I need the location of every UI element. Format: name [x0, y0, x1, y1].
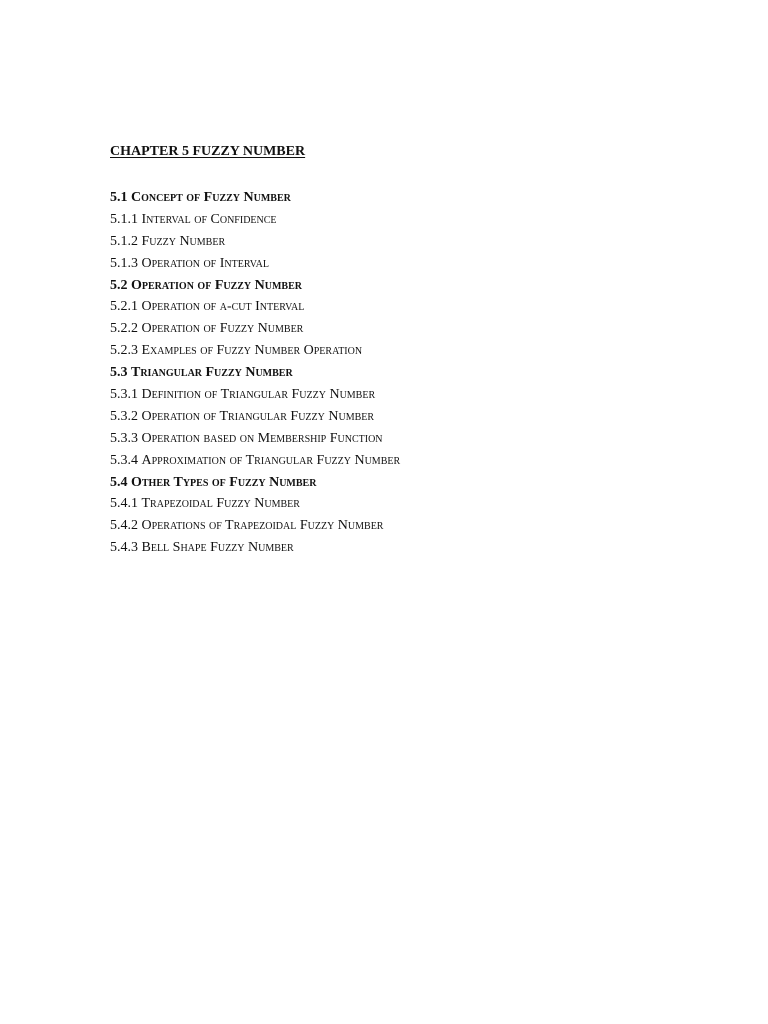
toc-number: 5.1.1 [110, 211, 138, 227]
toc-title: Operation of Fuzzy Number [141, 321, 304, 337]
toc-subsection-5-2-2 [110, 319, 400, 341]
toc-number: 5.1.3 [110, 255, 138, 271]
toc-number: 5.4.1 [110, 496, 138, 512]
toc-subsection-5-1-3 [110, 254, 400, 276]
toc-number: 5.3.1 [110, 387, 138, 403]
toc-number: 5.4 [110, 474, 128, 490]
toc-title: Triangular Fuzzy Number [131, 365, 293, 381]
toc-title: Trapezoidal Fuzzy Number [141, 496, 300, 512]
toc-subsection-5-4-3 [110, 538, 400, 560]
toc-section-5-4 [110, 473, 400, 495]
toc-title: Operation of α-cut Interval [141, 299, 305, 315]
toc-subsection-5-3-1 [110, 385, 400, 407]
toc-title: Operation of Fuzzy Number [131, 277, 302, 293]
toc-number: 5.2.3 [110, 343, 138, 359]
toc-title: Operation based on Membership Function [141, 430, 383, 446]
toc-section-5-2 [110, 276, 400, 298]
toc-number: 5.4.3 [110, 540, 138, 556]
toc-number: 5.2.2 [110, 321, 138, 337]
toc-title: Bell Shape Fuzzy Number [141, 540, 294, 556]
toc-title: Operations of Trapezoidal Fuzzy Number [141, 518, 384, 534]
toc-title: Definition of Triangular Fuzzy Number [141, 387, 376, 403]
toc-number: 5.3 [110, 365, 128, 381]
toc-subsection-5-3-4 [110, 451, 400, 473]
table-of-contents [110, 188, 400, 560]
toc-title: Operation of Triangular Fuzzy Number [141, 408, 375, 424]
toc-title: Other Types of Fuzzy Number [131, 474, 317, 490]
toc-section-5-1 [110, 188, 400, 210]
toc-section-5-3 [110, 363, 400, 385]
toc-subsection-5-2-1 [110, 297, 400, 319]
toc-subsection-5-3-2 [110, 407, 400, 429]
toc-title: Examples of Fuzzy Number Operation [141, 343, 363, 359]
toc-number: 5.2 [110, 277, 128, 293]
toc-number: 5.4.2 [110, 518, 138, 534]
toc-title: Fuzzy Number [141, 233, 226, 249]
toc-number: 5.3.4 [110, 452, 138, 468]
toc-subsection-5-3-3 [110, 429, 400, 451]
toc-title: Approximation of Triangular Fuzzy Number [141, 452, 401, 468]
toc-number: 5.3.2 [110, 408, 138, 424]
toc-title: Interval of Confidence [141, 211, 277, 227]
toc-title: Concept of Fuzzy Number [131, 190, 291, 205]
toc-subsection-5-2-3 [110, 341, 400, 363]
toc-number: 5.1 [110, 190, 128, 205]
chapter-title: CHAPTER 5 FUZZY NUMBER [110, 144, 306, 159]
toc-number: 5.1.2 [110, 233, 138, 249]
toc-number: 5.2.1 [110, 299, 138, 315]
toc-subsection-5-1-2 [110, 232, 400, 254]
toc-subsection-5-4-2 [110, 516, 400, 538]
toc-title: Operation of Interval [141, 255, 269, 271]
toc-subsection-5-1-1 [110, 210, 400, 232]
toc-subsection-5-4-1 [110, 494, 400, 516]
toc-number: 5.3.3 [110, 430, 138, 446]
